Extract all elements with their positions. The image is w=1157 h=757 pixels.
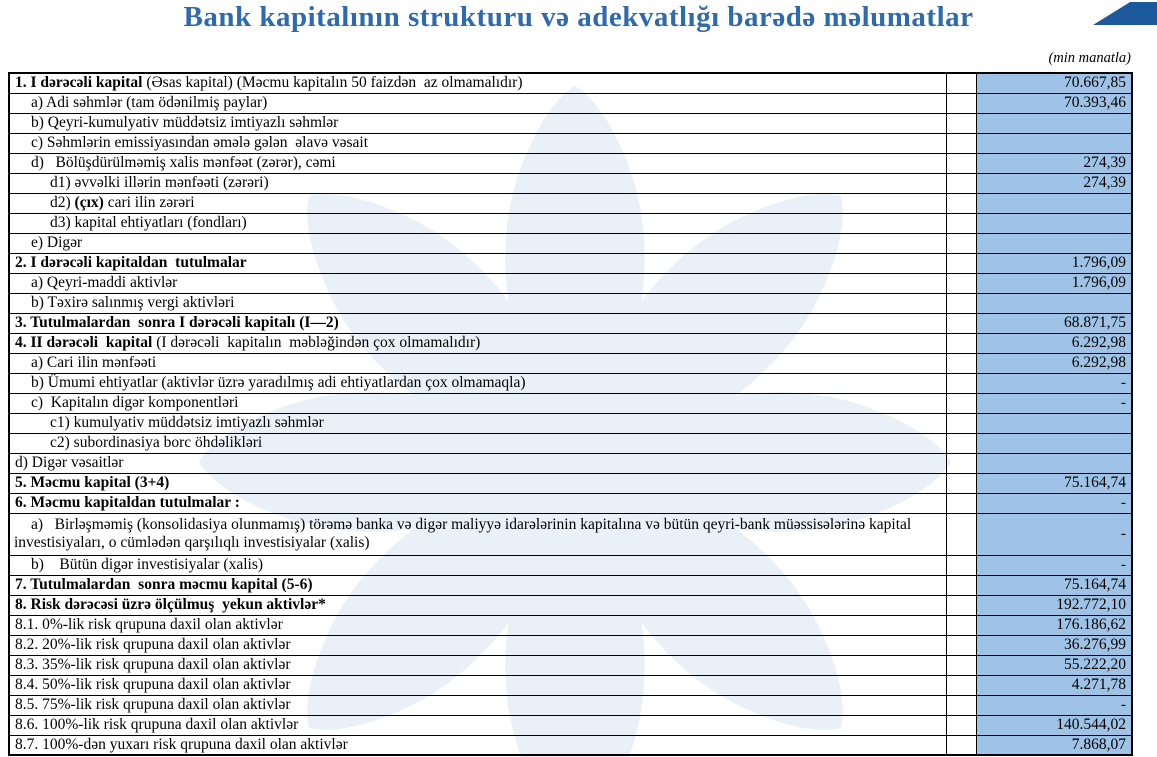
row-label-bold-text: 4. II dərəcəli kapital <box>15 334 153 351</box>
row-label-text: d) Digər vəsaitlər <box>15 454 124 471</box>
row-value <box>976 413 1132 433</box>
row-label-text: 8.6. 100%-lik risk qrupuna daxil olan aktivlər <box>15 716 299 733</box>
row-value <box>976 233 1132 253</box>
table-row <box>9 695 1132 715</box>
row-value: 70.667,85 <box>976 73 1132 93</box>
row-spacer <box>946 333 976 353</box>
row-label-text: (I dərəcəli kapitalın məbləğindən çox olmamalıdır) <box>152 334 481 351</box>
table-row <box>9 353 1132 373</box>
row-value <box>976 453 1132 473</box>
row-value <box>976 293 1132 313</box>
row-value: 7.868,07 <box>976 735 1132 755</box>
row-label-bold-text: 2. I dərəcəli kapitaldan tutulmalar <box>15 254 247 271</box>
row-spacer <box>946 555 976 575</box>
units-note: (min manatla) <box>1048 50 1131 66</box>
row-label-bold-text: 3. Tutulmalardan sonra I dərəcəli kapitalı (I—2) <box>15 314 339 331</box>
row-label <box>9 193 946 213</box>
row-label <box>9 153 946 173</box>
row-value <box>976 193 1132 213</box>
row-value: 75.164,74 <box>976 473 1132 493</box>
row-label-text: c2) subordinasiya borc öhdəlikləri <box>50 434 263 451</box>
row-spacer <box>946 413 976 433</box>
row-label <box>9 73 946 93</box>
row-spacer <box>946 233 976 253</box>
row-label-text: d3) kapital ehtiyatları (fondları) <box>50 214 247 231</box>
row-value: 75.164,74 <box>976 575 1132 595</box>
row-value: 176.186,62 <box>976 615 1132 635</box>
table-row <box>9 493 1132 513</box>
row-spacer <box>946 93 976 113</box>
row-spacer <box>946 133 976 153</box>
row-spacer <box>946 353 976 373</box>
row-label <box>9 413 946 433</box>
row-spacer <box>946 113 976 133</box>
row-label <box>9 113 946 133</box>
table-row <box>9 173 1132 193</box>
row-value: 6.292,98 <box>976 333 1132 353</box>
row-label-text: a) Qeyri-maddi aktivlər <box>31 274 178 291</box>
row-spacer <box>946 615 976 635</box>
row-label <box>9 675 946 695</box>
row-spacer <box>946 253 976 273</box>
row-spacer <box>946 513 976 555</box>
table-row <box>9 595 1132 615</box>
page-title: Bank kapitalının strukturu və adekvatlığı barədə məlumatlar <box>183 1 974 33</box>
row-spacer <box>946 473 976 493</box>
row-label <box>9 635 946 655</box>
row-label-text: b) Qeyri-kumulyativ müddətsiz imtiyazlı səhmlər <box>31 114 339 131</box>
row-label <box>9 473 946 493</box>
row-label-text: a) Adi səhmlər (tam ödənilmiş paylar) <box>31 94 268 111</box>
row-label <box>9 595 946 615</box>
table-row <box>9 433 1132 453</box>
row-label <box>9 333 946 353</box>
row-value: - <box>976 555 1132 575</box>
row-value: 6.292,98 <box>976 353 1132 373</box>
row-label-bold-text: 7. Tutulmalardan sonra məcmu kapital (5-6) <box>15 576 313 593</box>
table-row <box>9 453 1132 473</box>
row-label <box>9 735 946 755</box>
row-label <box>9 555 946 575</box>
row-spacer <box>946 273 976 293</box>
row-label-text: (Əsas kapital) (Məcmu kapitalın 50 faizdən az olmamalıdır) <box>142 74 523 92</box>
row-label <box>9 353 946 373</box>
row-label-bold-text: 6. Məcmu kapitaldan tutulmalar : <box>15 494 240 511</box>
row-label <box>9 133 946 153</box>
table-row <box>9 555 1132 575</box>
table-row <box>9 273 1132 293</box>
table-row <box>9 313 1132 333</box>
row-spacer <box>946 695 976 715</box>
row-label <box>9 393 946 413</box>
row-label <box>9 615 946 635</box>
table-row <box>9 675 1132 695</box>
row-label-text: d2) <box>50 194 75 211</box>
row-spacer <box>946 73 976 93</box>
row-label <box>9 213 946 233</box>
row-value: 274,39 <box>976 173 1132 193</box>
row-spacer <box>946 393 976 413</box>
row-spacer <box>946 715 976 735</box>
table-row <box>9 635 1132 655</box>
table-body <box>9 73 1132 755</box>
row-value: 1.796,09 <box>976 273 1132 293</box>
row-spacer <box>946 493 976 513</box>
table-row <box>9 715 1132 735</box>
row-label-bold-text: (çıx) <box>74 194 104 211</box>
row-label-text: 8.1. 0%-lik risk qrupuna daxil olan aktivlər <box>15 616 283 633</box>
row-spacer <box>946 173 976 193</box>
row-label-text: b) Bütün digər investisiyalar (xalis) <box>31 556 264 573</box>
row-value: 70.393,46 <box>976 93 1132 113</box>
row-label <box>9 313 946 333</box>
table-row <box>9 93 1132 113</box>
row-value: 1.796,09 <box>976 253 1132 273</box>
row-value: 68.871,75 <box>976 313 1132 333</box>
row-label-text: c) Səhmlərin emissiyasından əmələ gələn əlavə vəsait <box>31 134 369 151</box>
row-spacer <box>946 575 976 595</box>
row-label-text: 8.4. 50%-lik risk qrupuna daxil olan aktivlər <box>15 676 291 693</box>
row-spacer <box>946 675 976 695</box>
row-spacer <box>946 735 976 755</box>
row-value: 4.271,78 <box>976 675 1132 695</box>
row-label-text: b) Təxirə salınmış vergi aktivləri <box>31 294 235 311</box>
row-label-text: a) Cari ilin mənfəəti <box>31 354 157 371</box>
table-row <box>9 735 1132 755</box>
row-spacer <box>946 213 976 233</box>
table-row <box>9 655 1132 675</box>
table-row <box>9 213 1132 233</box>
row-label-bold-text: 5. Məcmu kapital (3+4) <box>15 474 170 491</box>
row-label <box>9 715 946 735</box>
table-row <box>9 393 1132 413</box>
row-label-text: a) Birləşməmiş (konsolidasiya olunmamış) törəmə banka və digər maliyyə idarələrinin kapitalına və bütün qeyri-bank müəssisələrinə kapital investisiyaları, o cümlədən qarşılıqlı investisiyalar (xalis) <box>14 516 916 551</box>
row-value <box>976 113 1132 133</box>
row-label <box>9 273 946 293</box>
row-spacer <box>946 193 976 213</box>
row-value: 36.276,99 <box>976 635 1132 655</box>
table-row <box>9 233 1132 253</box>
table-row <box>9 513 1132 555</box>
row-label-text: c1) kumulyativ müddətsiz imtiyazlı səhmlər <box>50 414 324 431</box>
row-label <box>9 493 946 513</box>
row-label <box>9 513 946 555</box>
row-label <box>9 575 946 595</box>
table-row <box>9 473 1132 493</box>
row-spacer <box>946 313 976 333</box>
row-value <box>976 133 1132 153</box>
table-row <box>9 333 1132 353</box>
row-value: - <box>976 513 1132 555</box>
row-label-bold-text: 1. I dərəcəli kapital <box>15 74 143 92</box>
row-value: 55.222,20 <box>976 655 1132 675</box>
row-label-text: 8.5. 75%-lik risk qrupuna daxil olan aktivlər <box>15 696 291 713</box>
table-row <box>9 153 1132 173</box>
row-label <box>9 453 946 473</box>
table-row <box>9 133 1132 153</box>
row-spacer <box>946 595 976 615</box>
row-spacer <box>946 293 976 313</box>
row-spacer <box>946 153 976 173</box>
row-value <box>976 433 1132 453</box>
row-label <box>9 293 946 313</box>
row-value: 192.772,10 <box>976 595 1132 615</box>
row-label-text: cari ilin zərəri <box>103 194 195 211</box>
row-label-text: e) Digər <box>31 234 83 251</box>
table-row <box>9 575 1132 595</box>
row-spacer <box>946 655 976 675</box>
row-value: 274,39 <box>976 153 1132 173</box>
row-label <box>9 655 946 675</box>
row-spacer <box>946 453 976 473</box>
row-label <box>9 233 946 253</box>
table-row <box>9 253 1132 273</box>
row-label <box>9 433 946 453</box>
row-value: - <box>976 493 1132 513</box>
table-row <box>9 293 1132 313</box>
table-row <box>9 73 1132 93</box>
row-label-text: 8.7. 100%-dən yuxarı risk qrupuna daxil olan aktivlər <box>15 735 348 753</box>
row-label <box>9 373 946 393</box>
table-row <box>9 413 1132 433</box>
row-spacer <box>946 635 976 655</box>
row-label-text: d1) əvvəlki illərin mənfəəti (zərəri) <box>50 174 269 191</box>
row-label-text: 8.3. 35%-lik risk qrupuna daxil olan aktivlər <box>15 656 291 673</box>
row-label-text: d) Bölüşdürülməmiş xalis mənfəət (zərər), cəmi <box>31 154 336 171</box>
row-value <box>976 213 1132 233</box>
row-label <box>9 93 946 113</box>
row-label <box>9 173 946 193</box>
table-row <box>9 615 1132 635</box>
capital-structure-table <box>8 72 1133 756</box>
table-row <box>9 193 1132 213</box>
row-label-bold-text: 8. Risk dərəcəsi üzrə ölçülmuş yekun aktivlər* <box>15 596 326 613</box>
table-row <box>9 373 1132 393</box>
row-spacer <box>946 433 976 453</box>
row-value: 140.544,02 <box>976 715 1132 735</box>
row-value: - <box>976 695 1132 715</box>
row-label <box>9 695 946 715</box>
table-row <box>9 113 1132 133</box>
row-value: - <box>976 373 1132 393</box>
row-label-text: c) Kapitalın digər komponentləri <box>31 394 239 411</box>
row-label-text: 8.2. 20%-lik risk qrupuna daxil olan aktivlər <box>15 636 291 653</box>
row-label-text: b) Ümumi ehtiyatlar (aktivlər üzrə yaradılmış adi ehtiyatlardan çox olmamaqla) <box>31 374 526 391</box>
row-label <box>9 253 946 273</box>
row-spacer <box>946 373 976 393</box>
row-value: - <box>976 393 1132 413</box>
